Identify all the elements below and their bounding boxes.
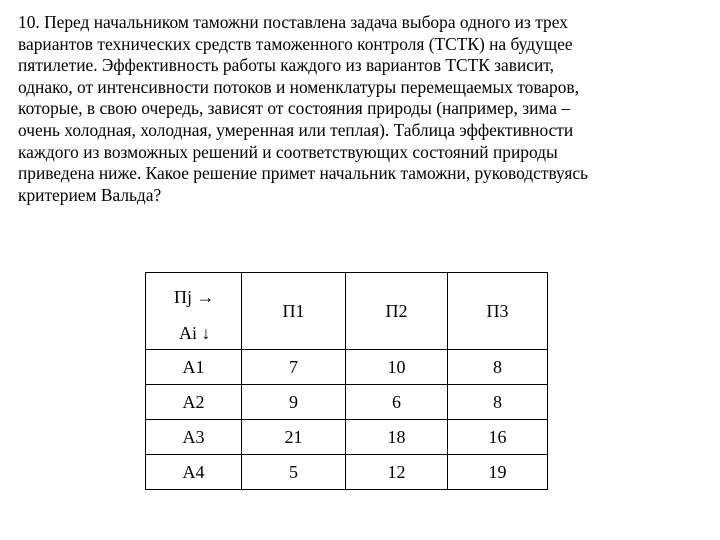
table-row <box>146 420 548 455</box>
table-cell: 19 <box>448 455 548 490</box>
problem-line: критерием Вальда? <box>18 184 162 205</box>
table-row <box>146 350 548 385</box>
header-cell: П1 <box>242 273 346 350</box>
table-cell: 10 <box>346 350 448 385</box>
row-label: А2 <box>146 385 242 420</box>
table-cell: 8 <box>448 385 548 420</box>
row-label: А3 <box>146 420 242 455</box>
problem-line: приведена ниже. Какое решение примет начальник таможни, руководствуясь <box>18 163 588 184</box>
table-cell: 9 <box>242 385 346 420</box>
problem-line: однако, от интенсивности потоков и номенклатуры перемещаемых товаров, <box>18 76 579 97</box>
table-cell: 16 <box>448 420 548 455</box>
states-axis-label: Пj → <box>174 287 215 307</box>
table-cell: 12 <box>346 455 448 490</box>
problem-line: 10. Перед начальником таможни поставлена задача выбора одного из трех <box>18 12 568 32</box>
problem-line: очень холодная, холодная, умеренная или теплая). Таблица эффективности <box>18 119 574 140</box>
header-cell: П3 <box>448 273 548 350</box>
table-row <box>146 455 548 490</box>
table-cell: 7 <box>242 350 346 385</box>
table-cell: 21 <box>242 420 346 455</box>
problem-line: которые, в свою очередь, зависят от состояния природы (например, зима – <box>18 98 571 119</box>
problem-line: вариантов технических средств таможенного контроля (ТСТК) на будущее <box>18 33 573 54</box>
row-label: А1 <box>146 350 242 385</box>
corner-cell <box>146 273 242 350</box>
table-header-row <box>146 273 548 350</box>
table-row <box>146 385 548 420</box>
problem-line: каждого из возможных решений и соответствующих состояний природы <box>18 141 558 162</box>
table-cell: 6 <box>346 385 448 420</box>
table-cell: 18 <box>346 420 448 455</box>
problem-line: пятилетие. Эффективность работы каждого из вариантов ТСТК зависит, <box>18 55 554 76</box>
decisions-axis-label: Аi ↓ <box>179 323 211 343</box>
problem-statement <box>18 12 708 206</box>
table-cell: 8 <box>448 350 548 385</box>
payoff-table <box>145 272 548 490</box>
header-cell: П2 <box>346 273 448 350</box>
row-label: А4 <box>146 455 242 490</box>
table-cell: 5 <box>242 455 346 490</box>
